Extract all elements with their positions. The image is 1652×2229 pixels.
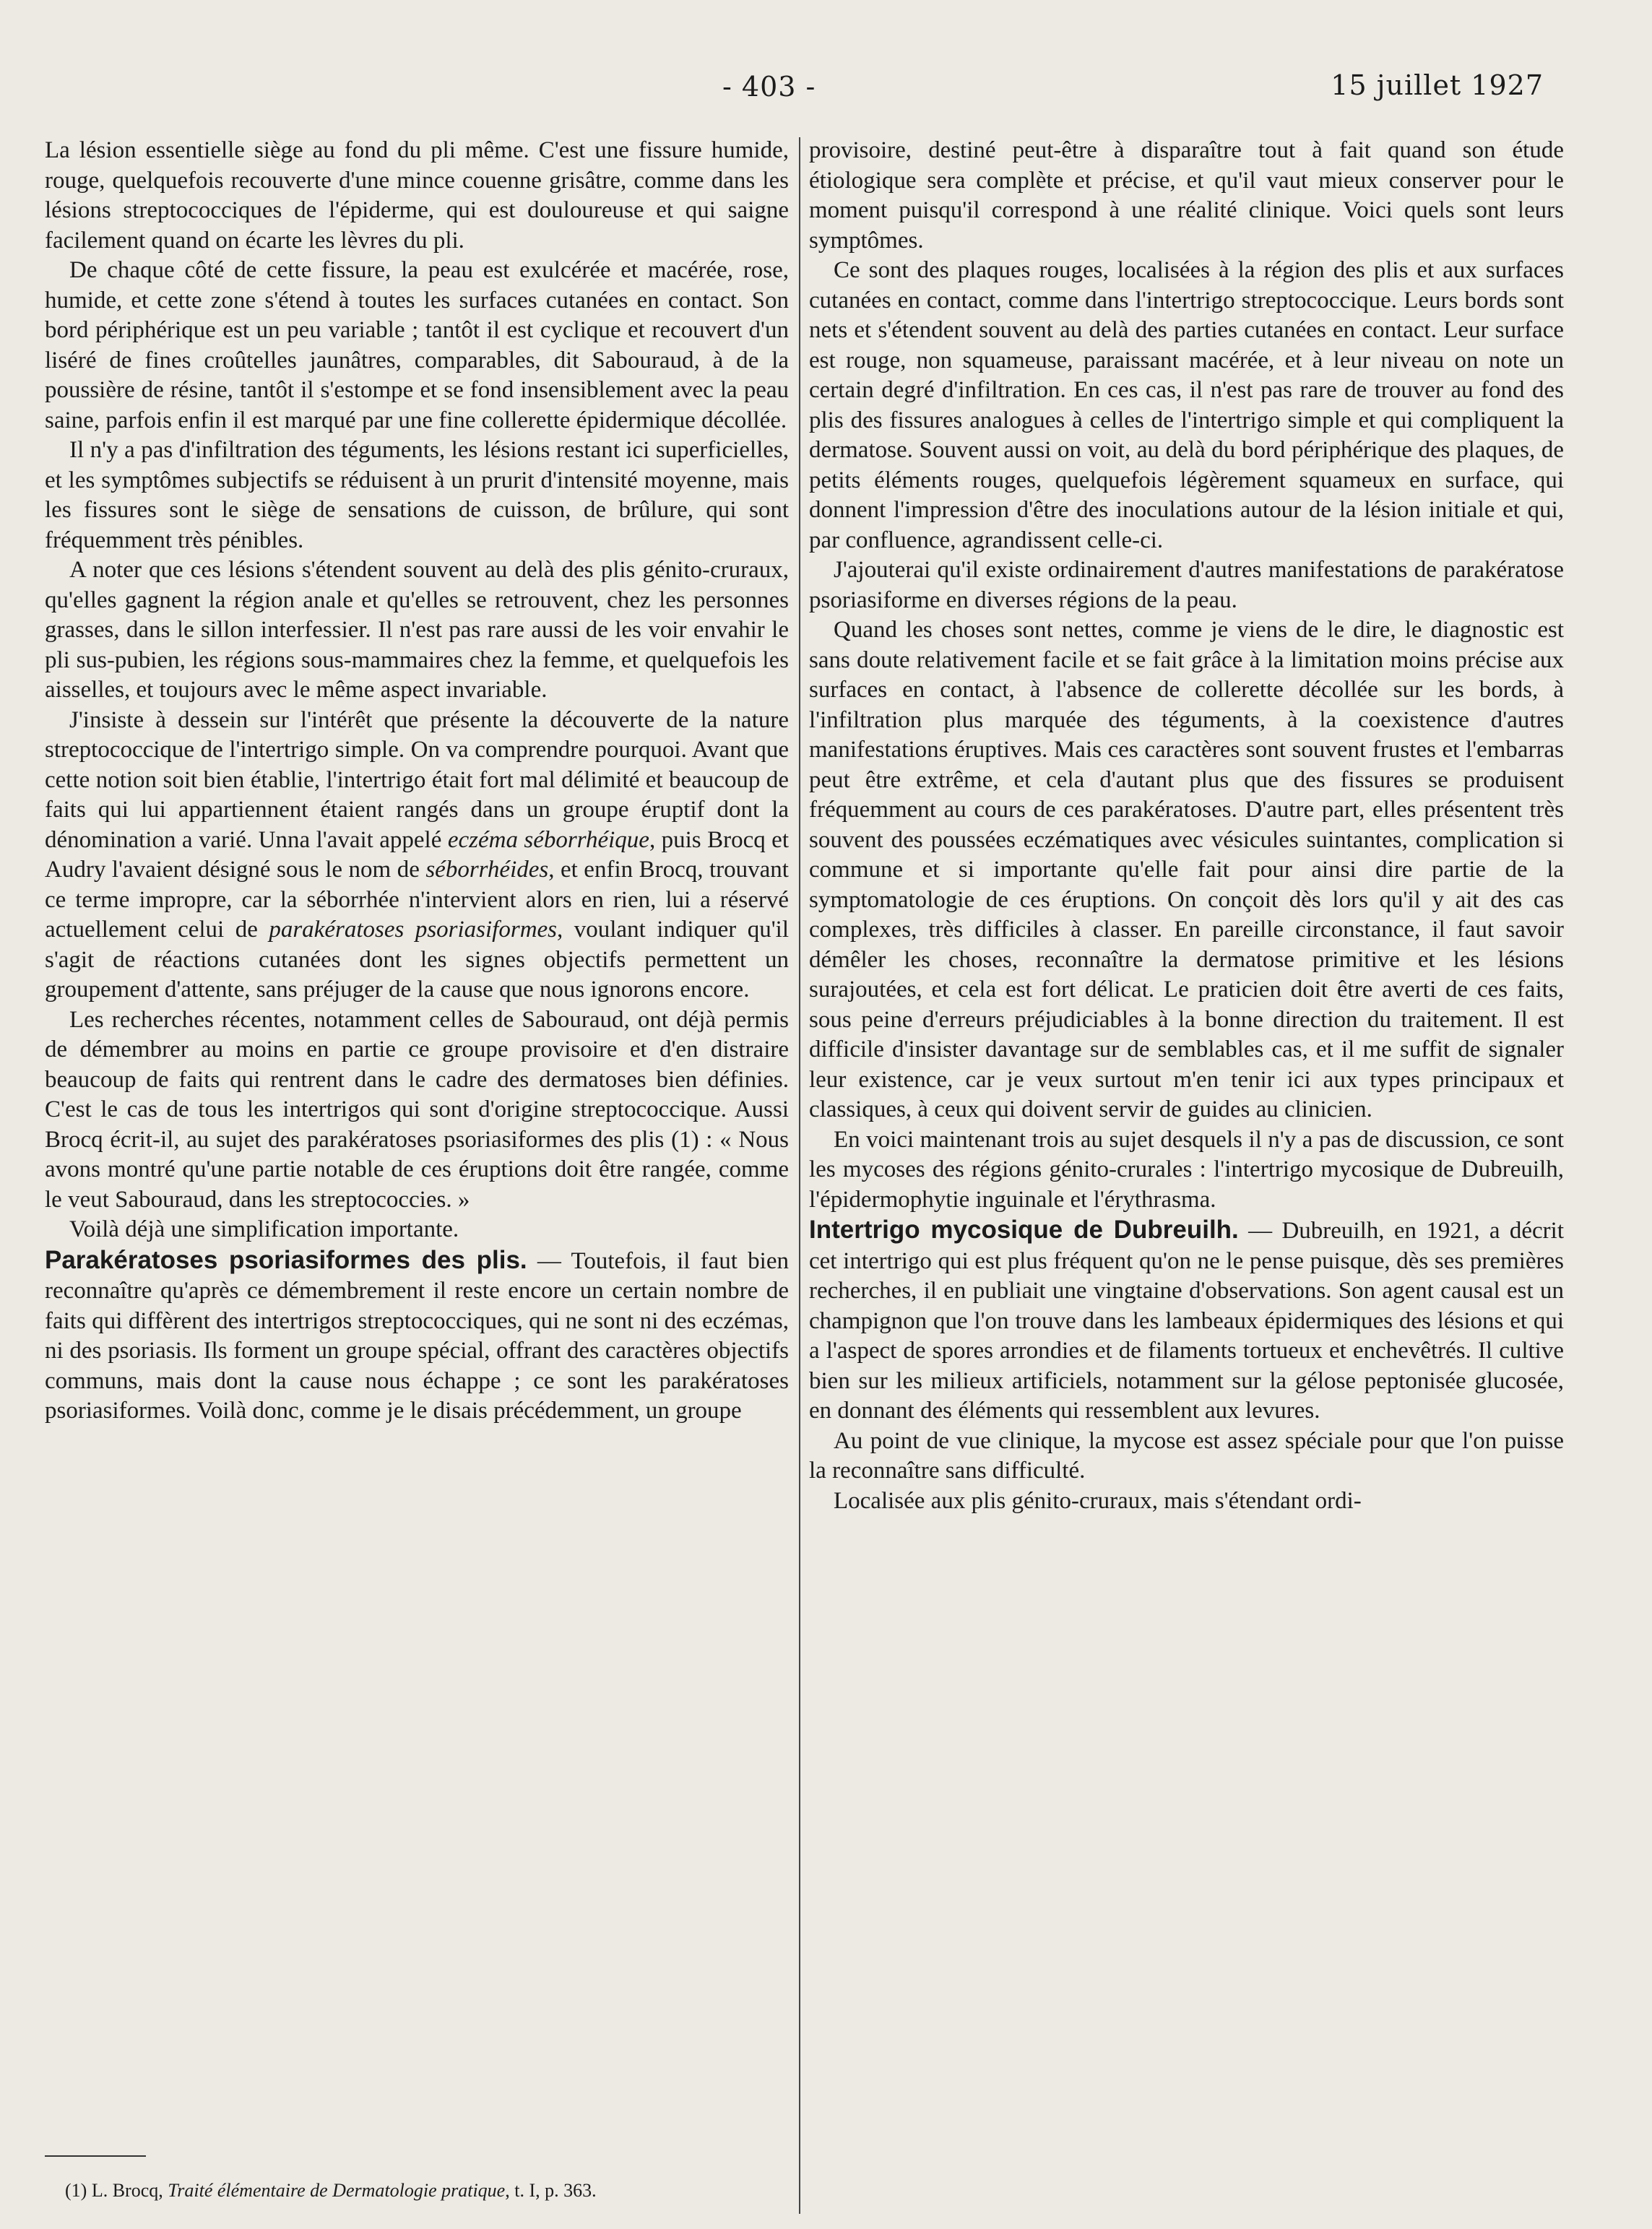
text-run: (1) L. Brocq, [65, 2180, 168, 2201]
page-header [0, 65, 1652, 116]
paragraph: De chaque côté de cette fissure, la peau est exulcérée et macérée, rose, humide, et cette zone s'étend à toutes les surfaces cutanées en contact. Son bord périphérique est un peu variable ; tantôt il est cyclique et recouvert d'un liséré de fines croûtelles jaunâtres, comparables, dit Sabouraud, à de la poussière de résine, tantôt il s'estompe et se fond insensiblement avec la peau saine, parfois enfin il est marqué par une fine collerette épidermique décollée. [45, 257, 789, 433]
section-heading: Parakératoses psoriasiformes des plis. [45, 1245, 527, 1274]
text-run: , et enfin Brocq, trouvant ce terme impropre, car la séborrhée n'intervient alors en rien, lui a réservé actuellement celui de [45, 857, 789, 943]
paragraph: A noter que ces lésions s'étendent souvent au delà des plis génito-cruraux, qu'elles gagnent la région anale et qu'elles se retrouvent, chez les personnes grasses, dans le sillon interfessier. Il n'est pas rare aussi de les voir envahir le pli sus-pubien, les régions sous-mammaires chez la femme, et quelquefois les aisselles, et toujours avec le même aspect invariable. [45, 557, 789, 703]
text-run: J'insiste à dessein sur l'intérêt que présente la découverte de la nature streptococcique de l'intertrigo simple. On va comprendre pourquoi. Avant que cette notion soit bien établie, l'intertrigo était fort mal délimité et beaucoup de faits qui lui appartiennent étaient rangés dans un groupe éruptif dont la dénomination a varié. Unna l'avait appelé [45, 706, 789, 853]
column-divider [799, 137, 800, 2214]
page-number: - 403 - [722, 71, 816, 103]
issue-date: 15 juillet 1927 [1331, 69, 1544, 101]
paragraph [45, 706, 789, 1005]
paragraph: Ce sont des plaques rouges, localisées à la région des plis et aux surfaces cutanées en contact, comme dans l'intertrigo streptococcique. Leurs bords sont nets et s'étendent souvent au delà des parties cutanées en contact. Leur surface est rouge, non squameuse, paraissant macérée, et à leur niveau on note un certain degré d'infiltration. En ces cas, il n'est pas rare de trouver au fond des plis des fissures analogues à celles de l'intertrigo simple et qui compliquent la dermatose. Souvent aussi on voit, au delà du bord périphérique des plaques, de petits éléments rouges, quelquefois légèrement squameux en surface, qui donnent l'impression d'être des inoculations autour de la lésion initiale et qui, par confluence, agrandissent celle-ci. [809, 257, 1564, 553]
section-heading: Intertrigo mycosique de Dubreuilh. [809, 1216, 1239, 1244]
paragraph: Il n'y a pas d'infiltration des téguments, les lésions restant ici superficielles, et les symptômes subjectifs se réduisent à un prurit d'intensité moyenne, mais les fissures sont le siège de sensations de cuisson, de brûlure, qui sont fréquemment très pénibles. [45, 437, 789, 553]
paragraph: provisoire, destiné peut-être à disparaître tout à fait quand son étude étiologique sera complète et précise, et qu'il vaut mieux conserver pour le moment puisqu'il correspond à une réalité clinique. Voici quels sont leurs symptômes. [809, 137, 1564, 254]
paragraph: Les recherches récentes, notamment celles de Sabouraud, ont déjà permis de démembrer au moins en partie ce groupe provisoire et d'en distraire beaucoup de faits qui rentrent dans le cadre des dermatoses bien définies. C'est le cas de tous les intertrigos qui sont d'origine streptococcique. Aussi Brocq écrit-il, au sujet des parakératoses psoriasiformes des plis (1) : « Nous avons montré qu'une partie notable de ces éruptions doit être rangée, comme le veut Sabouraud, dans les streptococcies. » [45, 1006, 789, 1213]
paragraph: La lésion essentielle siège au fond du pli même. C'est une fissure humide, rouge, quelquefois recouverte d'une mince couenne grisâtre, comme dans les lésions streptococciques de l'épiderme, qui est douloureuse et qui saigne facilement quand on écarte les lèvres du pli. [45, 137, 789, 254]
text-run: — Toutefois, il faut bien reconnaître qu'après ce démembrement il reste encore un certain nombre de faits qui diffèrent des intertrigos streptococciques, qui ne sont ni des eczémas, ni des psoriasis. Ils forment un groupe spécial, offrant des caractères objectifs communs, mais dont la cause nous échappe ; ce sont les parakératoses psoriasiformes. Voilà donc, comme je le disais précédemment, un groupe [45, 1247, 789, 1424]
footnote [65, 2180, 597, 2202]
italic-term: parakératoses psoriasiformes [269, 917, 558, 943]
paragraph: En voici maintenant trois au sujet desquels il n'y a pas de discussion, ce sont les mycoses des régions génito-crurales : l'intertrigo mycosique de Dubreuilh, l'épidermophytie inguinale et l'érythrasma. [809, 1126, 1564, 1213]
paragraph: Voilà déjà une simplification importante. [69, 1216, 459, 1242]
text-run: , voulant indiquer qu'il s'agit de réactions cutanées dont les signes objectifs permettent un groupement d'attente, sans préjuger de la cause que nous ignorons encore. [45, 917, 789, 1003]
italic-term: eczéma séborrhéique [447, 826, 649, 853]
footnote-rule [45, 2155, 146, 2157]
text-run: , t. I, p. 363. [505, 2180, 597, 2201]
left-column [45, 136, 789, 1427]
paragraph: J'ajouterai qu'il existe ordinairement d'autres manifestations de parakératose psoriasiforme en diverses régions de la peau. [809, 557, 1564, 613]
right-column [809, 136, 1564, 1516]
text-run: , puis Brocq et Audry l'avaient désigné sous le nom de [45, 826, 789, 883]
paragraph: Au point de vue clinique, la mycose est assez spéciale pour que l'on puisse la reconnaître sans difficulté. [809, 1427, 1564, 1484]
text-run: — Dubreuilh, en 1921, a décrit cet intertrigo qui est plus fréquent qu'on ne le pense puisque, dès ses premières recherches, il en publiait une vingtaine d'observations. Son agent causal est un champignon que l'on trouve dans les lambeaux épidermiques des lésions et qui a l'aspect de spores arrondies et de filaments tortueux et enchevêtrés. Il cultive bien sur les milieux artificiels, notamment sur la gélose peptonisée glucosée, en donnant des éléments qui ressemblent aux levures. [809, 1218, 1564, 1424]
paragraph: Localisée aux plis génito-cruraux, mais s'étendant ordi- [834, 1487, 1362, 1514]
footnote-book-title: Traité élémentaire de Dermatologie pratique [168, 2180, 506, 2201]
italic-term: séborrhéides [425, 857, 549, 883]
paragraph: Quand les choses sont nettes, comme je viens de le dire, le diagnostic est sans doute relativement facile et se fait grâce à la limitation moins précise aux surfaces en contact, à l'absence de collerette décollée sur les bords, à l'infiltration plus marquée des téguments, à la coexistence d'autres manifestations éruptives. Mais ces caractères sont souvent frustes et l'embarras peut être extrême, et cela d'autant plus que des fissures se produisent fréquemment au cours de ces parakératoses. D'autre part, elles présentent très souvent des poussées eczématiques avec vésicules suintantes, complication si commune et si importante qu'elle fait pour ainsi dire partie de la symptomatologie de ces éruptions. On conçoit dès lors qu'il y ait des cas complexes, très difficiles à classer. En pareille circonstance, il faut savoir démêler les choses, reconnaître la dermatose primitive et les lésions surajoutées, et cela est fort délicat. Le praticien doit être averti de ces faits, sous peine d'erreurs préjudiciables à la bonne direction du traitement. Il est difficile d'insister davantage sur de semblables cas, et il me suffit de signaler leur existence, car je veux surtout m'en tenir ici aux types principaux et classiques, à ceux qui doivent servir de guides au clinicien. [809, 617, 1564, 1122]
